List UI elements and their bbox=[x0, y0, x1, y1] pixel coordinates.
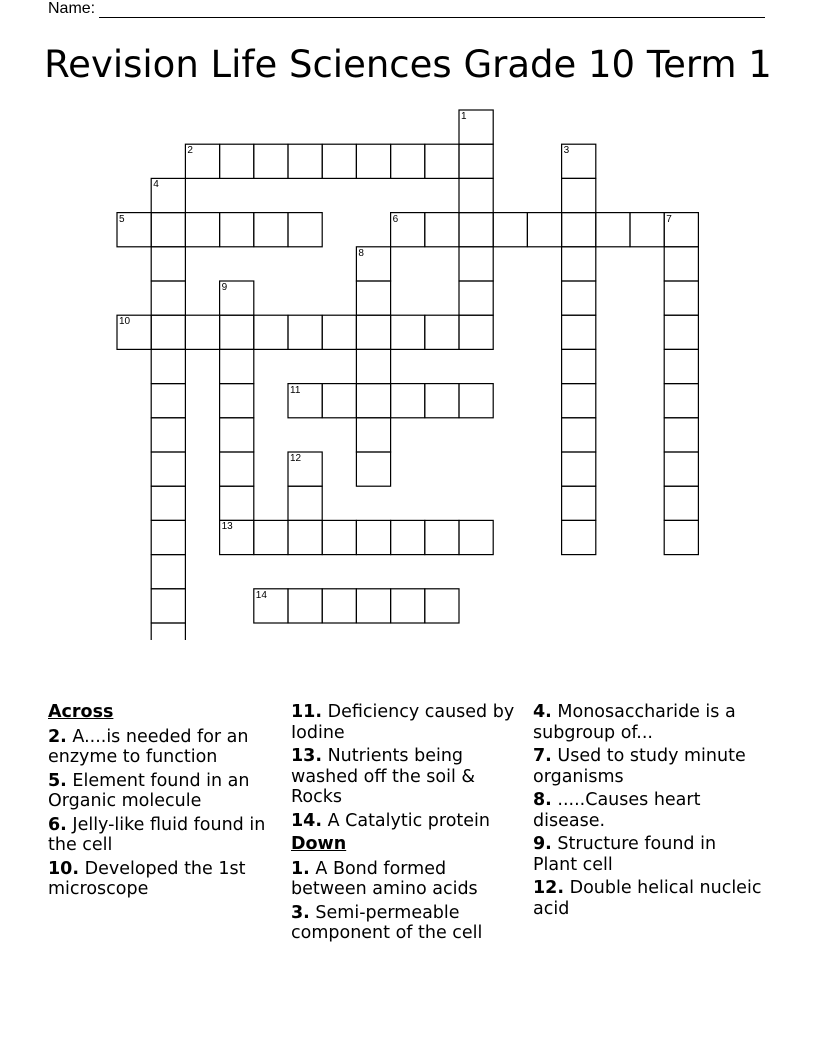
clue-item-text: Monosaccharide is a subgroup of... bbox=[533, 702, 736, 743]
clue-item-number: 6. bbox=[48, 814, 67, 835]
grid-cell-border bbox=[391, 589, 425, 623]
clue-heading: Across bbox=[48, 702, 114, 722]
clue-item-number: 5. bbox=[48, 770, 67, 791]
clue-item bbox=[533, 834, 763, 875]
grid-cell-border bbox=[151, 520, 185, 554]
clue-item bbox=[48, 859, 278, 900]
clue-item-number: 7. bbox=[533, 746, 552, 766]
clue-number: 7 bbox=[666, 213, 672, 225]
grid-cell-border bbox=[254, 315, 288, 349]
clue-item-number: 3. bbox=[291, 902, 310, 923]
clue-item bbox=[533, 878, 763, 919]
grid-cell-border bbox=[459, 247, 493, 281]
grid-cell-border bbox=[664, 281, 698, 315]
grid-cell-border bbox=[288, 144, 322, 178]
grid-cell-border bbox=[356, 520, 390, 554]
grid-cell-border bbox=[562, 520, 596, 554]
grid-cell-border bbox=[459, 520, 493, 554]
grid-cell-border bbox=[220, 144, 254, 178]
grid-cell-border bbox=[185, 315, 219, 349]
clue-item bbox=[48, 815, 278, 856]
grid-cell-border bbox=[288, 384, 322, 418]
clue-item bbox=[533, 746, 763, 787]
grid-cell-border bbox=[220, 281, 254, 315]
clue-item bbox=[533, 790, 763, 831]
grid-cell-border bbox=[288, 213, 322, 247]
clue-item-number: 13. bbox=[291, 746, 323, 766]
clue-item-number: 2. bbox=[48, 726, 67, 747]
grid-cell-border bbox=[391, 315, 425, 349]
grid-cell-border bbox=[664, 452, 698, 486]
clue-item-text: Double helical nucleic acid bbox=[533, 878, 762, 919]
grid-cell-border bbox=[664, 349, 698, 383]
grid-cell-border bbox=[459, 110, 493, 144]
grid-cell-border bbox=[254, 213, 288, 247]
grid-cell-border bbox=[220, 486, 254, 520]
grid-cell-border bbox=[151, 349, 185, 383]
grid-cell-border bbox=[356, 384, 390, 418]
clue-item bbox=[291, 859, 521, 900]
grid-cell-border bbox=[151, 178, 185, 212]
clue-item-text: Structure found in Plant cell bbox=[533, 834, 717, 875]
grid-cell-border bbox=[151, 452, 185, 486]
grid-cell-border bbox=[151, 623, 185, 640]
grid-cell-border bbox=[356, 418, 390, 452]
grid-cell-border bbox=[151, 281, 185, 315]
grid-cell-border bbox=[562, 247, 596, 281]
clue-item-number: 11. bbox=[291, 702, 323, 722]
clue-number: 6 bbox=[392, 213, 399, 225]
grid-cell-border bbox=[425, 144, 459, 178]
grid-cell-border bbox=[220, 349, 254, 383]
clue-item-text: Semi-permeable component of the cell bbox=[291, 902, 483, 943]
grid-cell-border bbox=[664, 486, 698, 520]
clue-item-number: 10. bbox=[48, 858, 80, 879]
grid-cell-border bbox=[562, 452, 596, 486]
grid-cell-border bbox=[562, 349, 596, 383]
grid-cell-border bbox=[664, 384, 698, 418]
grid-cell-border bbox=[254, 144, 288, 178]
grid-cell-border bbox=[356, 281, 390, 315]
clue-item bbox=[291, 702, 521, 743]
grid-cell-border bbox=[151, 555, 185, 589]
clue-number: 14 bbox=[255, 589, 267, 601]
name-label: Name: bbox=[48, 0, 96, 17]
grid-cell-border bbox=[425, 315, 459, 349]
grid-cell-border bbox=[664, 247, 698, 281]
grid-cell-border bbox=[322, 384, 356, 418]
grid-cell-border bbox=[288, 486, 322, 520]
grid-cell-border bbox=[220, 384, 254, 418]
grid-cell-border bbox=[391, 213, 425, 247]
clue-number: 3 bbox=[563, 145, 570, 157]
clue-number: 11 bbox=[290, 384, 301, 396]
grid-cell-border bbox=[562, 418, 596, 452]
clue-number: 4 bbox=[153, 179, 159, 191]
grid-cell-border bbox=[356, 247, 390, 281]
clue-number: 1 bbox=[461, 111, 467, 122]
grid-cell-border bbox=[220, 418, 254, 452]
clue-number: 12 bbox=[290, 453, 302, 464]
grid-cell-border bbox=[151, 418, 185, 452]
grid-cell-border bbox=[562, 178, 596, 212]
clue-number: 8 bbox=[358, 247, 364, 259]
clue-item-text: Element found in an Organic molecule bbox=[48, 770, 250, 811]
grid-cell-border bbox=[425, 520, 459, 554]
grid-cell-border bbox=[356, 452, 390, 486]
clue-number: 13 bbox=[221, 521, 233, 533]
grid-cell-border bbox=[220, 520, 254, 554]
grid-cell-border bbox=[356, 315, 390, 349]
grid-cell-border bbox=[493, 213, 527, 247]
grid-cell-border bbox=[562, 315, 596, 349]
grid-cell-border bbox=[664, 315, 698, 349]
grid-cell-border bbox=[630, 213, 664, 247]
clue-item-text: .....Causes heart disease. bbox=[533, 790, 701, 831]
clue-item-number: 9. bbox=[533, 834, 552, 854]
clue-item bbox=[533, 702, 763, 743]
grid-cell-border bbox=[151, 384, 185, 418]
grid-cell-border bbox=[254, 589, 288, 623]
grid-cell-border bbox=[562, 281, 596, 315]
grid-cell-border bbox=[288, 315, 322, 349]
grid-cell-border bbox=[527, 213, 561, 247]
grid-cell-border bbox=[356, 144, 390, 178]
grid-cell-border bbox=[459, 144, 493, 178]
grid-cell-border bbox=[562, 213, 596, 247]
grid-cell-border bbox=[596, 213, 630, 247]
clue-item bbox=[48, 771, 278, 812]
grid-cell-border bbox=[562, 384, 596, 418]
clue-item bbox=[291, 903, 521, 944]
grid-cell-border bbox=[322, 315, 356, 349]
clue-item-text: Nutrients being washed off the soil & Rocks bbox=[291, 746, 476, 807]
grid-cell-border bbox=[220, 452, 254, 486]
clue-item-text: Developed the 1st microscope bbox=[48, 858, 246, 899]
clue-item-number: 12. bbox=[533, 878, 565, 898]
grid-cell-border bbox=[562, 144, 596, 178]
grid-cell-border bbox=[391, 144, 425, 178]
grid-cell-border bbox=[151, 486, 185, 520]
grid-cell-border bbox=[356, 349, 390, 383]
grid-cell-border bbox=[185, 213, 219, 247]
grid-cell-border bbox=[459, 384, 493, 418]
clues-column-2 bbox=[291, 702, 521, 947]
grid-cell-border bbox=[425, 589, 459, 623]
grid-cell-border bbox=[151, 247, 185, 281]
grid-cell-border bbox=[664, 520, 698, 554]
grid-cell-border bbox=[117, 315, 151, 349]
clue-item-number: 1. bbox=[291, 858, 310, 879]
clue-item-text: A Catalytic protein bbox=[327, 810, 490, 831]
grid-cell-border bbox=[391, 520, 425, 554]
clue-item-text: Deficiency caused by Iodine bbox=[291, 702, 515, 743]
clue-item bbox=[291, 746, 521, 808]
grid-cell-border bbox=[664, 418, 698, 452]
grid-cell-border bbox=[459, 281, 493, 315]
grid-cell-border bbox=[356, 589, 390, 623]
grid-cell-border bbox=[425, 384, 459, 418]
grid-cell-border bbox=[459, 213, 493, 247]
clue-item-text: Jelly-like fluid found in the cell bbox=[48, 814, 266, 855]
clue-item-number: 14. bbox=[291, 810, 323, 831]
grid-cell-border bbox=[425, 213, 459, 247]
grid-cell-border bbox=[664, 213, 698, 247]
clue-item-text: A....is needed for an enzyme to function bbox=[48, 726, 249, 767]
clue-item-number: 4. bbox=[533, 702, 552, 722]
grid-cell-border bbox=[391, 384, 425, 418]
clue-item bbox=[48, 727, 278, 768]
grid-cell-border bbox=[322, 144, 356, 178]
grid-cell-border bbox=[459, 178, 493, 212]
grid-cell-border bbox=[151, 315, 185, 349]
clue-number: 10 bbox=[119, 316, 131, 328]
grid-cell-border bbox=[288, 452, 322, 486]
clue-item bbox=[291, 811, 521, 832]
clue-item-text: A Bond formed between amino acids bbox=[291, 858, 478, 899]
grid-cell-border bbox=[322, 589, 356, 623]
grid-cell-border bbox=[288, 520, 322, 554]
grid-cell-border bbox=[185, 144, 219, 178]
grid-cell-border bbox=[220, 315, 254, 349]
clue-number: 9 bbox=[221, 282, 228, 293]
grid-cell-border bbox=[151, 213, 185, 247]
clue-number: 5 bbox=[119, 213, 125, 225]
page-title: Revision Life Sciences Grade 10 Term 1 bbox=[44, 43, 772, 86]
clue-item-text: Used to study minute organisms bbox=[533, 746, 746, 787]
clues-column-1 bbox=[48, 702, 278, 903]
grid-cell-border bbox=[254, 520, 288, 554]
grid-cell-border bbox=[117, 213, 151, 247]
grid-cell-border bbox=[322, 520, 356, 554]
grid-cell-border bbox=[459, 315, 493, 349]
clue-item-number: 8. bbox=[533, 790, 552, 810]
clues-column-3 bbox=[533, 702, 763, 922]
grid-cell-border bbox=[562, 486, 596, 520]
grid-cell-border bbox=[220, 213, 254, 247]
grid-cell-border bbox=[151, 589, 185, 623]
clue-number: 2 bbox=[187, 145, 193, 157]
clue-heading: Down bbox=[291, 834, 347, 854]
grid-cell-border bbox=[288, 589, 322, 623]
